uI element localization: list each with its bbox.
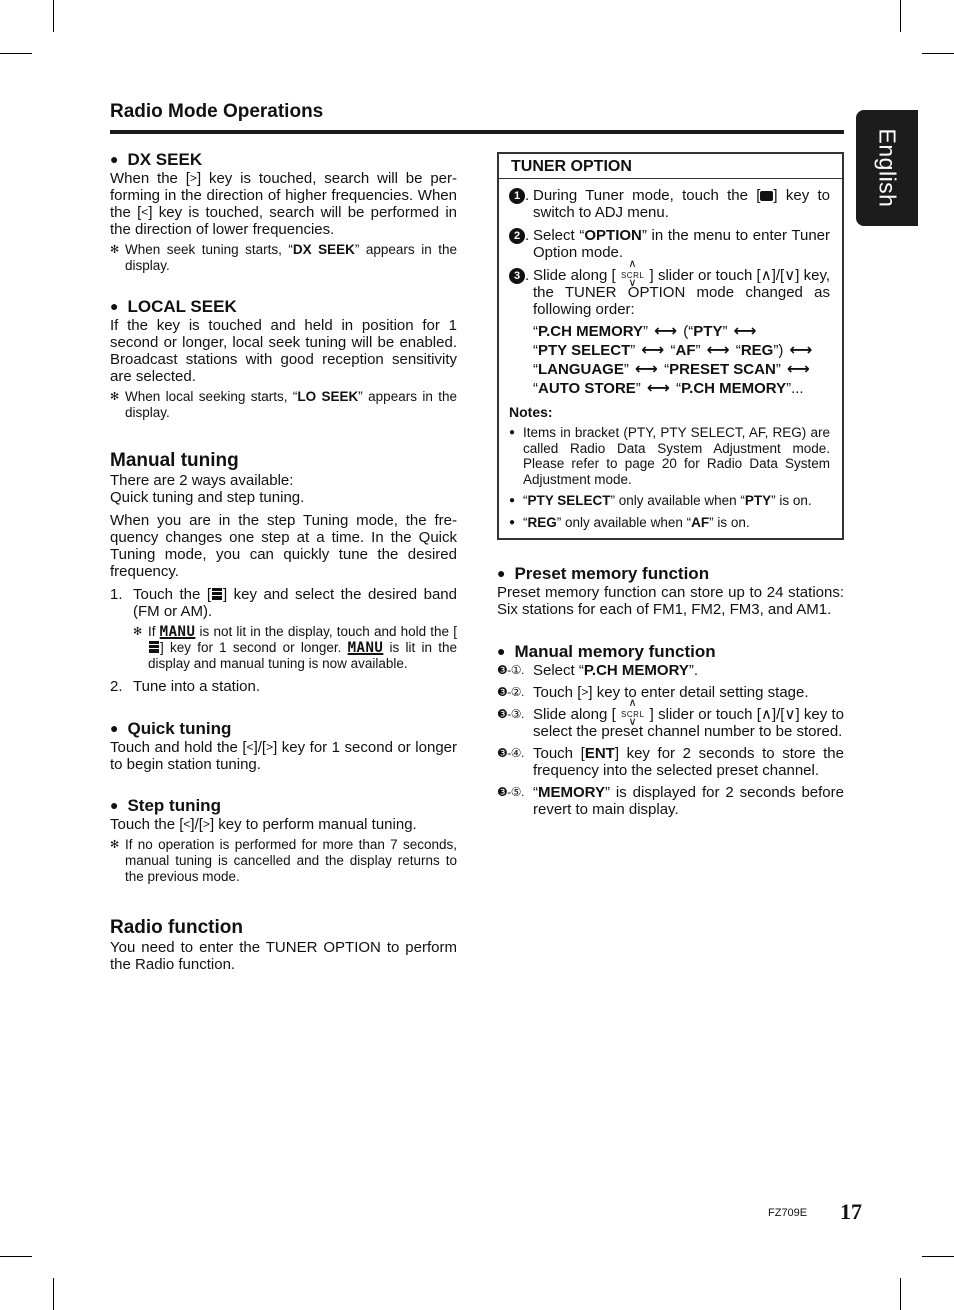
manual-memory-step-4: ❸-④. Touch [ENT] key for 2 seconds to store the frequency into the selected preset channel. — [497, 745, 844, 779]
step-tuning-note: ✻ If no operation is performed for more than 7 seconds, manual tuning is cancelled and the display returns to the previous mode. — [110, 837, 457, 884]
tuner-step-3: 3 . Slide along [ ∧ SCRL ∨ ] slider or touch [∧]/[∨] key, the TUNER OPTION mode changed as following order: — [509, 267, 830, 318]
crop-mark — [53, 0, 54, 32]
quick-tuning-heading: ● Quick tuning — [110, 719, 457, 739]
band-key-icon — [212, 588, 222, 600]
crop-mark — [53, 1278, 54, 1310]
left-arrow-icon: < — [246, 740, 254, 754]
double-arrow-icon: ⟷ — [789, 342, 813, 359]
band-key-icon — [149, 641, 159, 653]
double-arrow-icon: ⟷ — [641, 342, 665, 359]
double-arrow-icon: ⟷ — [706, 342, 730, 359]
double-arrow-icon: ⟷ — [635, 361, 658, 378]
crop-mark — [0, 53, 32, 54]
scroll-slider-icon: ∧ SCRL ∨ — [620, 706, 645, 723]
page-title: Radio Mode Operations — [110, 101, 324, 122]
manual-memory-section — [497, 642, 844, 818]
quick-tuning-body: Touch and hold the [<]/[>] key for 1 second or longer to begin station tuning. — [110, 739, 458, 773]
scroll-slider-icon: ∧ SCRL ∨ — [620, 267, 645, 284]
right-arrow-icon: > — [189, 171, 197, 185]
language-tab — [856, 110, 918, 226]
notes-heading: Notes: — [509, 404, 553, 420]
double-arrow-icon: ⟷ — [733, 323, 757, 340]
manual-memory-heading: ● Manual memory function — [497, 642, 844, 662]
manual-tuning-line2: Quick tuning and step tuning. — [110, 489, 305, 506]
tuner-note-2: ● “PTY SELECT” only available when “PTY” is on. — [509, 493, 812, 508]
dx-seek-heading: ● DX SEEK — [110, 150, 457, 170]
page-number: 17 — [840, 1199, 862, 1224]
tuner-note-3: ● “REG” only available when “AF” is on. — [509, 514, 750, 530]
radio-function-section — [110, 917, 457, 973]
manual-tuning-step-2: 2. Tune into a station. — [110, 678, 261, 695]
step-tuning-section — [110, 796, 457, 885]
left-arrow-icon: < — [183, 817, 191, 831]
manual-tuning-subnote: ✻ If MANU is not lit in the display, touch and hold the [] key for 1 second or longer. MANU is lit in the display and manual tuning is now available. — [133, 624, 457, 671]
radio-function-body: You need to enter the TUNER OPTION to perform the Radio function. — [110, 939, 457, 973]
step-tuning-heading: ● Step tuning — [110, 796, 457, 816]
crop-mark — [922, 1256, 954, 1257]
double-arrow-icon: ⟷ — [646, 380, 670, 397]
document-code: FZ709E — [768, 1207, 808, 1219]
left-arrow-icon: < — [141, 205, 149, 219]
manual-tuning-section — [110, 450, 457, 695]
dx-seek-section — [110, 150, 457, 274]
manu-indicator-icon: MANU — [159, 624, 196, 640]
manual-memory-step-3: ❸-③. Slide along [ ∧ SCRL ∨ ] slider or touch [∧]/[∨] key to select the preset channel number to be stored. — [497, 706, 844, 740]
manual-tuning-paragraph: When you are in the step Tuning mode, the frequency changes one step at a time. In the Quick Tuning mode, you can quickly tune the desired frequency. — [110, 512, 457, 580]
bullet-icon: ● — [509, 427, 516, 438]
tuner-option-title: TUNER OPTION — [499, 154, 842, 179]
local-seek-body: If the key is touched and held in position for 1 second or longer, local seek tuning will be enabled. Broadcast stations with good reception sensitivity are selected. — [110, 317, 457, 385]
right-arrow-icon: > — [581, 685, 589, 699]
tuner-note-1: ● Items in bracket (PTY, PTY SELECT, AF, REG) are called Radio Data System Adjustment mode. Please refer to page 20 for Radio Data System Adjustment mode. — [509, 425, 830, 487]
local-seek-section — [110, 297, 457, 421]
right-arrow-icon: > — [266, 740, 274, 754]
up-arrow-icon: ∧ — [760, 267, 772, 284]
asterisk-icon: ✻ — [133, 626, 143, 638]
manu-indicator-icon: MANU — [347, 640, 384, 656]
down-arrow-icon: ∨ — [784, 706, 796, 723]
bullet-icon: ● — [509, 516, 516, 528]
tuner-step-1: 1 . During Tuner mode, touch the [ ] key to switch to ADJ menu. — [509, 187, 830, 221]
asterisk-icon: ✻ — [110, 391, 120, 403]
menu-key-icon — [760, 191, 773, 201]
crop-mark — [900, 0, 901, 32]
crop-mark — [900, 1278, 901, 1310]
crop-mark — [922, 53, 954, 54]
tuner-step-2: 2 . Select “OPTION” in the menu to enter Tuner Option mode. — [509, 227, 830, 261]
manual-tuning-heading: Manual tuning — [110, 450, 239, 471]
language-tab-label: English — [874, 128, 901, 208]
header-rule — [110, 130, 844, 134]
manual-memory-step-2: ❸-②. Touch [>] key to enter detail setting stage. — [497, 684, 809, 701]
manual-tuning-step-1: 1. Touch the [ ] key and select the desired band (FM or AM). — [110, 586, 457, 620]
right-column — [497, 152, 844, 818]
down-arrow-icon: ∨ — [784, 267, 796, 284]
up-arrow-icon: ∧ — [760, 706, 772, 723]
step-tuning-body: Touch the [<]/[>] key to perform manual tuning. — [110, 816, 417, 833]
left-column — [110, 150, 457, 973]
double-arrow-icon: ⟷ — [786, 361, 810, 378]
crop-mark — [0, 1256, 32, 1257]
preset-memory-body: Preset memory function can store up to 24 stations: Six stations for each of FM1, FM2, FM3, and AM1. — [497, 584, 844, 618]
preset-memory-section — [497, 564, 844, 618]
manual-memory-step-1: ❸-①. Select “P.CH MEMORY”. — [497, 662, 699, 679]
local-seek-heading: ● LOCAL SEEK — [110, 297, 457, 317]
preset-memory-heading: ● Preset memory function — [497, 564, 844, 584]
local-seek-note: ✻ When local seeking starts, “LO SEEK” appears in the display. — [110, 389, 457, 420]
tuner-option-order: “P.CH MEMORY” ⟷ (“PTY” ⟷ “PTY SELECT” ⟷ “AF” ⟷ “REG”) ⟷ “LANGUAGE” ⟷ “PRESET SCAN” ⟷ “AUTO STORE” ⟷ “P.CH MEMORY”... — [533, 323, 813, 397]
dx-seek-note: ✻ When seek tuning starts, “DX SEEK” appears in the display. — [110, 242, 457, 273]
tuner-option-box — [497, 152, 844, 540]
asterisk-icon: ✻ — [110, 839, 120, 851]
right-arrow-icon: > — [202, 817, 210, 831]
double-arrow-icon: ⟷ — [654, 323, 678, 340]
dx-seek-body: When the [>] key is touched, search will be performing in the direction of higher frequencies. When the [<] key is touched, search will be performed in the direction of lower frequencies. — [110, 170, 458, 238]
radio-function-heading: Radio function — [110, 917, 243, 938]
bullet-icon: ● — [509, 495, 516, 506]
manual-memory-step-5: ❸-⑤. “MEMORY” is displayed for 2 seconds before revert to main display. — [497, 784, 844, 818]
quick-tuning-section — [110, 719, 457, 773]
manual-tuning-line1: There are 2 ways available: — [110, 472, 294, 489]
asterisk-icon: ✻ — [110, 244, 120, 256]
